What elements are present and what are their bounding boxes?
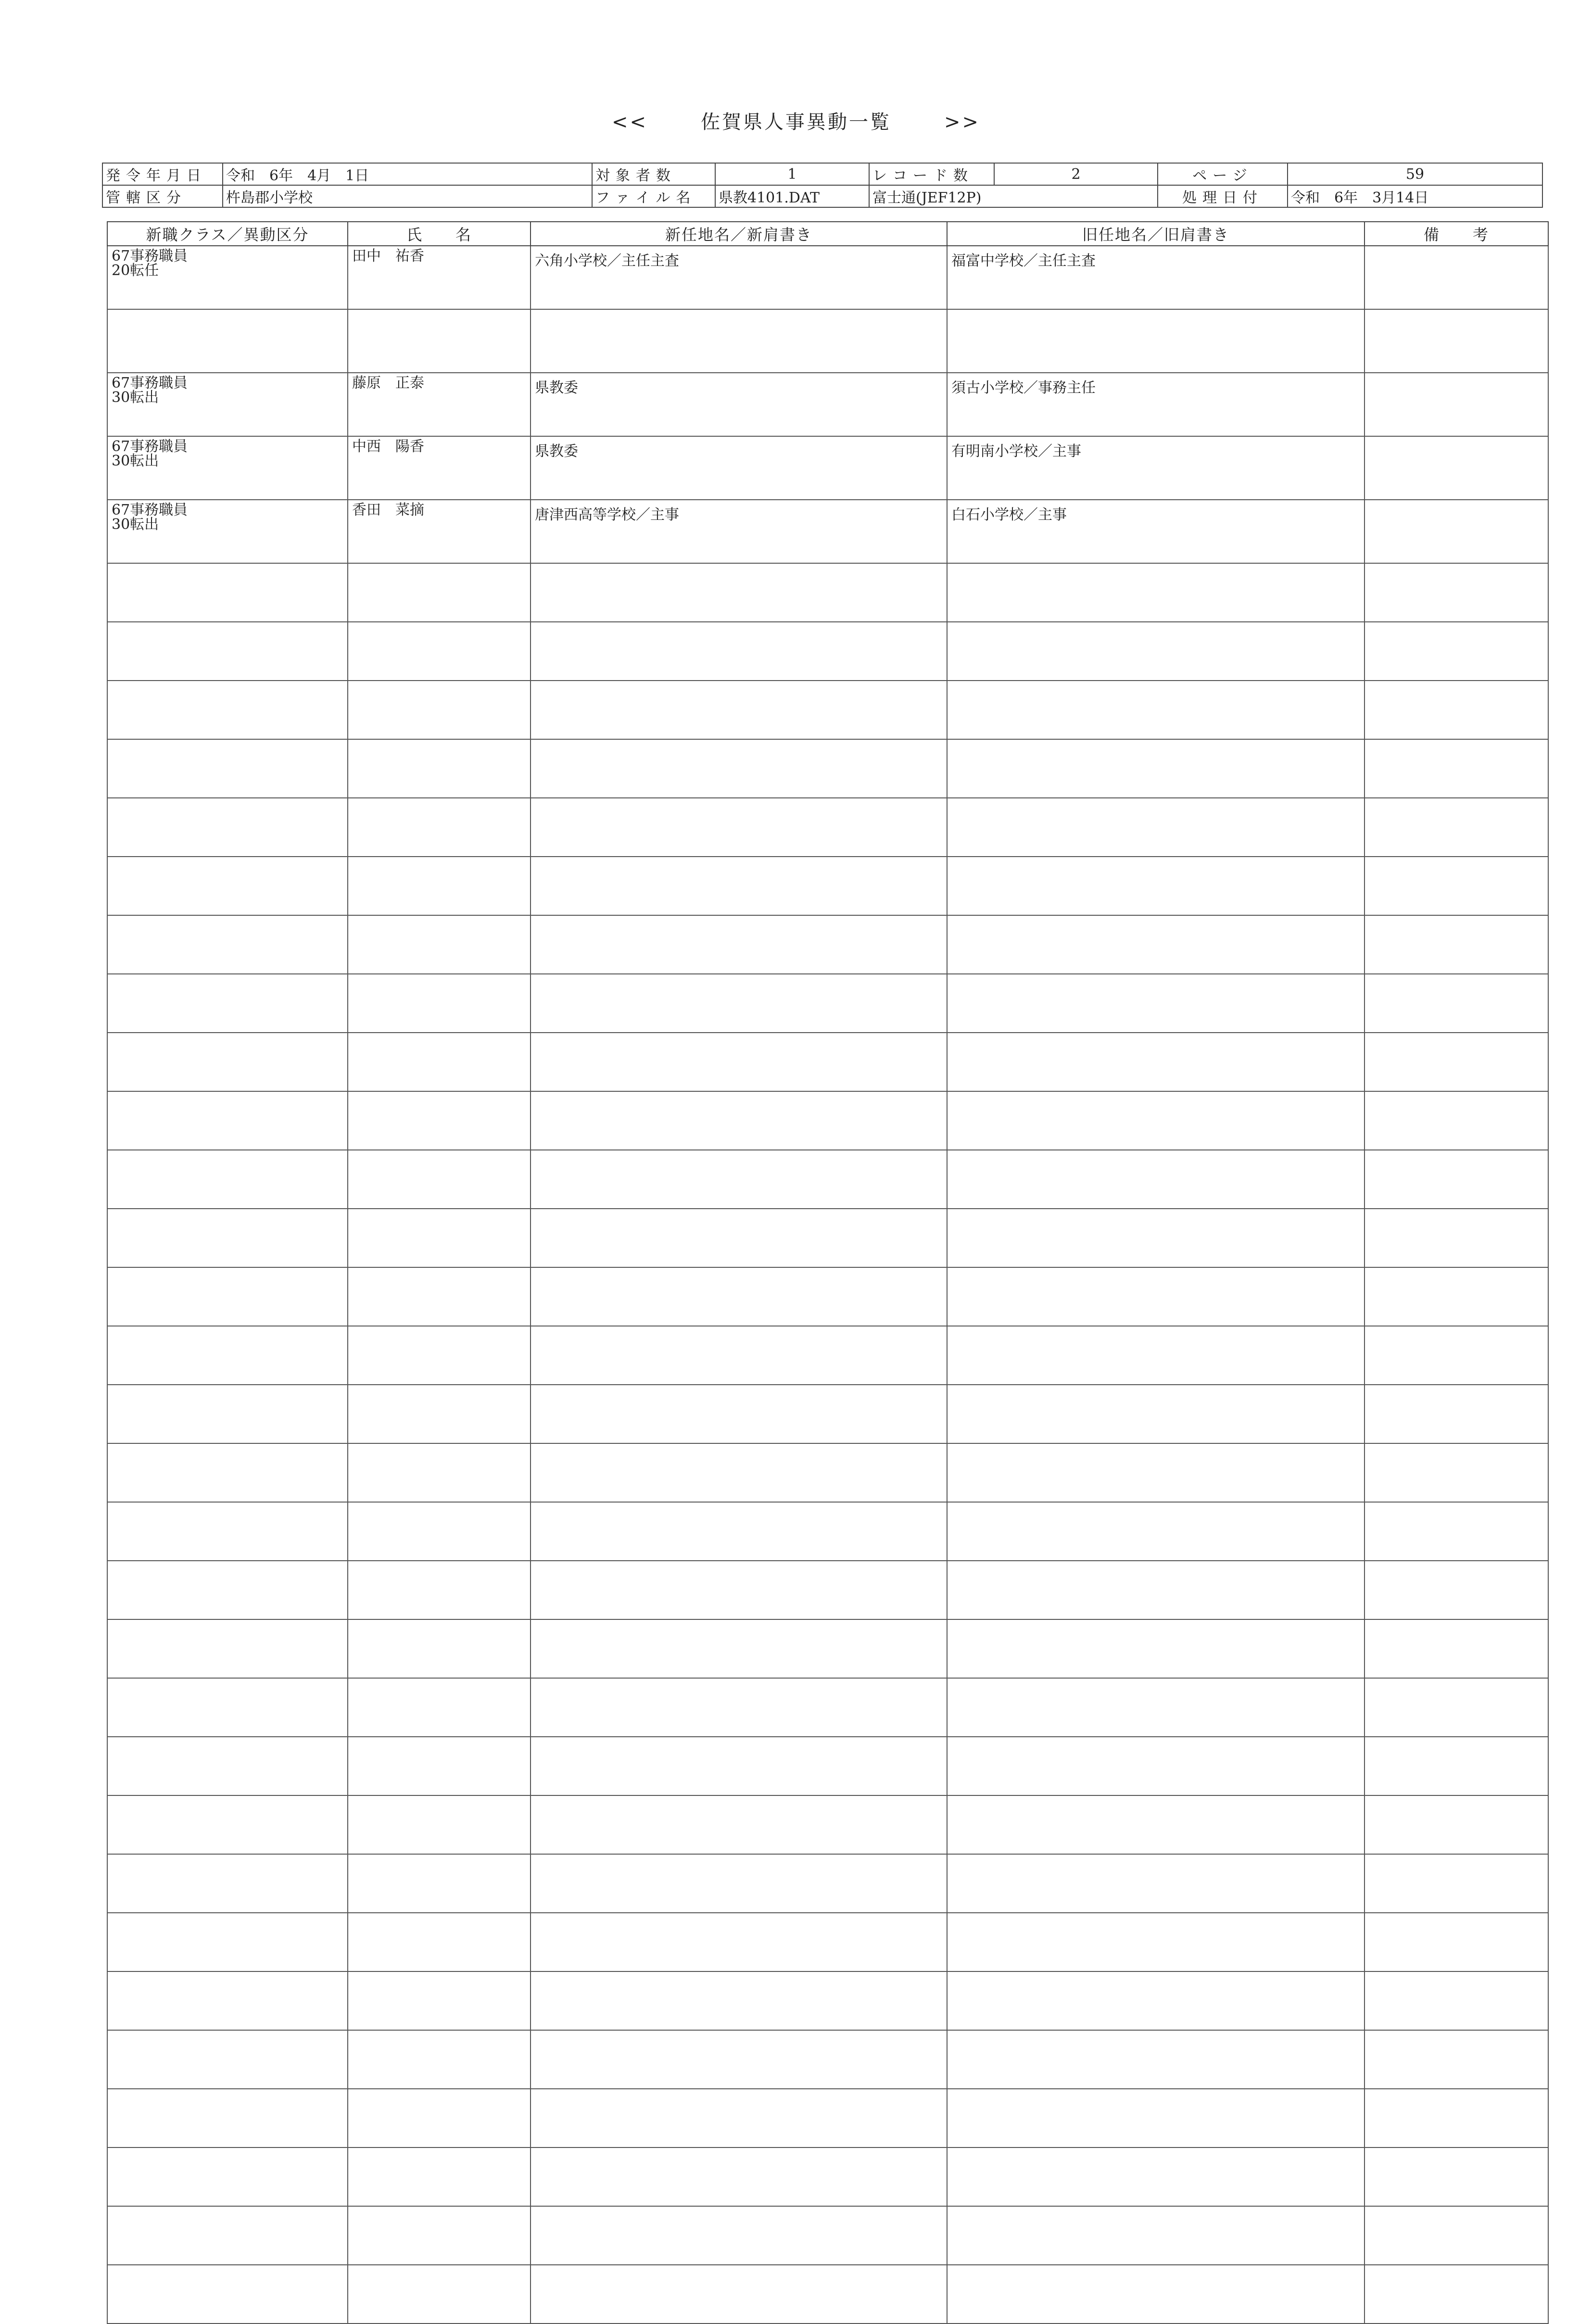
file-value: 県教4101.DAT	[715, 185, 869, 207]
blank-table-row	[107, 1326, 1548, 1385]
process-date-label: 処理日付	[1158, 185, 1288, 207]
blank-cell	[107, 2147, 348, 2206]
blank-cell	[107, 1854, 348, 1913]
new-post-cell: 六角小学校／主任主査	[531, 246, 947, 309]
blank-cell	[348, 1971, 531, 2030]
blank-cell	[348, 857, 531, 915]
blank-cell	[107, 2206, 348, 2265]
blank-cell	[947, 857, 1365, 915]
blank-cell	[1365, 1737, 1548, 1795]
blank-cell	[348, 1326, 531, 1385]
blank-cell	[107, 2030, 348, 2089]
blank-cell	[947, 2206, 1365, 2265]
blank-cell	[947, 1385, 1365, 1443]
old-post-cell: 有明南小学校／主事	[947, 436, 1365, 500]
blank-cell	[947, 1854, 1365, 1913]
blank-cell	[947, 1619, 1365, 1678]
blank-cell	[348, 1795, 531, 1854]
blank-cell	[107, 1150, 348, 1209]
blank-cell	[348, 739, 531, 798]
blank-cell	[531, 2147, 947, 2206]
blank-cell	[1365, 2206, 1548, 2265]
blank-cell	[947, 798, 1365, 857]
old-post-cell: 福富中学校／主任主査	[947, 246, 1365, 309]
blank-cell	[947, 739, 1365, 798]
blank-cell	[531, 2030, 947, 2089]
printer-value: 富士通(JEF12P)	[869, 185, 1158, 207]
new-post-cell	[531, 309, 947, 373]
blank-cell	[107, 1678, 348, 1737]
blank-cell	[348, 2206, 531, 2265]
blank-cell	[107, 1737, 348, 1795]
blank-cell	[348, 1209, 531, 1267]
blank-cell	[1365, 857, 1548, 915]
blank-cell	[348, 1385, 531, 1443]
blank-cell	[947, 563, 1365, 622]
note-cell	[1365, 436, 1548, 500]
blank-cell	[947, 1033, 1365, 1091]
record-count-label: レコード数	[869, 163, 994, 185]
blank-cell	[947, 2089, 1365, 2147]
blank-table-row	[107, 1502, 1548, 1561]
blank-cell	[531, 1795, 947, 1854]
note-cell	[1365, 373, 1548, 436]
blank-table-row	[107, 622, 1548, 681]
old-post-cell	[947, 309, 1365, 373]
blank-cell	[348, 1443, 531, 1502]
blank-table-row	[107, 974, 1548, 1033]
name-cell: 香田 菜摘	[348, 500, 531, 563]
file-label: ファイル名	[592, 185, 715, 207]
blank-cell	[1365, 2265, 1548, 2324]
class-cell: 67事務職員 30転出	[107, 500, 348, 563]
new-post-cell: 唐津西高等学校／主事	[531, 500, 947, 563]
blank-cell	[348, 1737, 531, 1795]
blank-cell	[947, 1737, 1365, 1795]
blank-cell	[348, 2089, 531, 2147]
blank-table-row	[107, 1678, 1548, 1737]
blank-cell	[531, 1033, 947, 1091]
blank-cell	[1365, 1033, 1548, 1091]
blank-cell	[947, 1561, 1365, 1619]
blank-cell	[531, 2265, 947, 2324]
blank-cell	[947, 1971, 1365, 2030]
title-right-bracket: >>	[944, 111, 981, 133]
blank-cell	[107, 1561, 348, 1619]
blank-table-row	[107, 1150, 1548, 1209]
transfer-table	[107, 221, 1549, 2324]
blank-cell	[947, 1267, 1365, 1326]
blank-cell	[348, 1150, 531, 1209]
blank-cell	[107, 1971, 348, 2030]
blank-cell	[1365, 1091, 1548, 1150]
process-date-value: 令和 6年 3月14日	[1288, 185, 1542, 207]
blank-cell	[531, 563, 947, 622]
blank-cell	[348, 563, 531, 622]
table-row	[107, 436, 1548, 500]
blank-cell	[348, 1267, 531, 1326]
blank-cell	[531, 1678, 947, 1737]
blank-cell	[1365, 563, 1548, 622]
blank-cell	[531, 1385, 947, 1443]
blank-cell	[107, 1033, 348, 1091]
note-cell	[1365, 309, 1548, 373]
blank-cell	[107, 1091, 348, 1150]
blank-cell	[531, 1913, 947, 1971]
blank-cell	[1365, 1913, 1548, 1971]
blank-table-row	[107, 1971, 1548, 2030]
blank-cell	[947, 622, 1365, 681]
blank-cell	[107, 622, 348, 681]
blank-cell	[947, 1209, 1365, 1267]
blank-cell	[107, 2265, 348, 2324]
blank-cell	[348, 798, 531, 857]
old-post-cell: 白石小学校／主事	[947, 500, 1365, 563]
blank-table-row	[107, 1561, 1548, 1619]
blank-cell	[1365, 1150, 1548, 1209]
blank-cell	[1365, 1619, 1548, 1678]
blank-cell	[348, 974, 531, 1033]
blank-cell	[348, 1678, 531, 1737]
blank-table-row	[107, 1619, 1548, 1678]
blank-cell	[107, 1267, 348, 1326]
blank-cell	[107, 915, 348, 974]
table-row	[107, 373, 1548, 436]
blank-cell	[1365, 622, 1548, 681]
blank-cell	[531, 857, 947, 915]
blank-cell	[1365, 1502, 1548, 1561]
blank-cell	[1365, 974, 1548, 1033]
blank-cell	[107, 1326, 348, 1385]
blank-cell	[947, 2265, 1365, 2324]
blank-table-row	[107, 1091, 1548, 1150]
jurisdiction-value: 杵島郡小学校	[223, 185, 592, 207]
name-cell: 中西 陽香	[348, 436, 531, 500]
blank-cell	[107, 1209, 348, 1267]
blank-cell	[1365, 798, 1548, 857]
blank-cell	[531, 1854, 947, 1913]
jurisdiction-label: 管轄区分	[102, 185, 223, 207]
blank-table-row	[107, 2265, 1548, 2324]
blank-table-row	[107, 857, 1548, 915]
blank-cell	[107, 1385, 348, 1443]
blank-cell	[348, 1913, 531, 1971]
blank-cell	[531, 1737, 947, 1795]
blank-cell	[107, 2089, 348, 2147]
blank-cell	[947, 1091, 1365, 1150]
name-cell: 田中 祐香	[348, 246, 531, 309]
class-cell	[107, 309, 348, 373]
blank-cell	[947, 1795, 1365, 1854]
blank-table-row	[107, 1267, 1548, 1326]
table-body	[107, 246, 1548, 2324]
blank-table-row	[107, 1385, 1548, 1443]
blank-table-row	[107, 2206, 1548, 2265]
blank-table-row	[107, 2089, 1548, 2147]
blank-cell	[531, 2089, 947, 2147]
blank-cell	[531, 798, 947, 857]
blank-cell	[1365, 2030, 1548, 2089]
blank-cell	[947, 1326, 1365, 1385]
blank-cell	[1365, 1561, 1548, 1619]
new-post-cell: 県教委	[531, 373, 947, 436]
blank-cell	[531, 974, 947, 1033]
blank-cell	[531, 1267, 947, 1326]
blank-cell	[107, 1443, 348, 1502]
new-post-cell: 県教委	[531, 436, 947, 500]
blank-cell	[1365, 1443, 1548, 1502]
blank-cell	[531, 1209, 947, 1267]
blank-cell	[947, 2030, 1365, 2089]
col-header-class: 新職クラス／異動区分	[107, 222, 348, 246]
blank-table-row	[107, 739, 1548, 798]
blank-table-row	[107, 798, 1548, 857]
blank-cell	[1365, 1678, 1548, 1737]
page-value: 59	[1288, 163, 1542, 185]
blank-cell	[1365, 2089, 1548, 2147]
blank-cell	[1365, 1971, 1548, 2030]
col-header-old-post: 旧任地名／旧肩書き	[947, 222, 1365, 246]
blank-cell	[947, 1443, 1365, 1502]
blank-cell	[348, 2147, 531, 2206]
blank-cell	[348, 915, 531, 974]
blank-cell	[531, 1326, 947, 1385]
blank-cell	[531, 1150, 947, 1209]
blank-table-row	[107, 2147, 1548, 2206]
issue-date-value: 令和 6年 4月 1日	[223, 163, 592, 185]
blank-cell	[1365, 1267, 1548, 1326]
note-cell	[1365, 246, 1548, 309]
issue-date-label: 発令年月日	[102, 163, 223, 185]
class-cell: 67事務職員 30転出	[107, 373, 348, 436]
blank-cell	[947, 1678, 1365, 1737]
blank-cell	[531, 1502, 947, 1561]
record-count-value: 2	[994, 163, 1158, 185]
blank-table-row	[107, 915, 1548, 974]
blank-cell	[348, 2030, 531, 2089]
blank-cell	[531, 681, 947, 739]
blank-cell	[107, 681, 348, 739]
header-row-2	[102, 185, 1542, 207]
blank-cell	[531, 1971, 947, 2030]
target-count-label: 対象者数	[592, 163, 715, 185]
page-label: ページ	[1158, 163, 1288, 185]
blank-cell	[1365, 1795, 1548, 1854]
blank-cell	[947, 1502, 1365, 1561]
blank-cell	[1365, 1854, 1548, 1913]
col-header-name: 氏 名	[348, 222, 531, 246]
blank-cell	[1365, 739, 1548, 798]
table-row	[107, 500, 1548, 563]
title-left-bracket: <<	[611, 111, 648, 133]
blank-cell	[107, 1913, 348, 1971]
name-cell	[348, 309, 531, 373]
blank-cell	[531, 1091, 947, 1150]
blank-cell	[1365, 1209, 1548, 1267]
blank-cell	[531, 1619, 947, 1678]
blank-cell	[348, 1502, 531, 1561]
blank-cell	[531, 739, 947, 798]
blank-cell	[348, 1091, 531, 1150]
blank-cell	[348, 1033, 531, 1091]
note-cell	[1365, 500, 1548, 563]
blank-cell	[531, 2206, 947, 2265]
blank-cell	[1365, 1385, 1548, 1443]
blank-cell	[348, 1561, 531, 1619]
header-table	[102, 163, 1543, 208]
blank-cell	[107, 857, 348, 915]
blank-cell	[348, 2265, 531, 2324]
blank-cell	[947, 1150, 1365, 1209]
blank-cell	[348, 1619, 531, 1678]
blank-cell	[947, 681, 1365, 739]
blank-table-row	[107, 2030, 1548, 2089]
blank-table-row	[107, 1443, 1548, 1502]
document-title	[0, 107, 1592, 134]
table-header-row	[107, 222, 1548, 246]
col-header-new-post: 新任地名／新肩書き	[531, 222, 947, 246]
blank-table-row	[107, 1854, 1548, 1913]
blank-cell	[531, 622, 947, 681]
col-header-note: 備 考	[1365, 222, 1548, 246]
blank-cell	[107, 798, 348, 857]
blank-cell	[107, 563, 348, 622]
blank-cell	[531, 915, 947, 974]
blank-table-row	[107, 1209, 1548, 1267]
class-cell: 67事務職員 30転出	[107, 436, 348, 500]
title-text: 佐賀県人事異動一覧	[701, 111, 891, 133]
name-cell: 藤原 正泰	[348, 373, 531, 436]
blank-cell	[947, 1913, 1365, 1971]
blank-cell	[531, 1561, 947, 1619]
blank-cell	[1365, 1326, 1548, 1385]
blank-cell	[107, 974, 348, 1033]
blank-cell	[1365, 2147, 1548, 2206]
blank-cell	[947, 915, 1365, 974]
blank-cell	[348, 622, 531, 681]
blank-table-row	[107, 563, 1548, 622]
header-row-1	[102, 163, 1542, 185]
blank-table-row	[107, 1737, 1548, 1795]
blank-cell	[107, 1619, 348, 1678]
target-count-value: 1	[715, 163, 869, 185]
blank-table-row	[107, 1033, 1548, 1091]
blank-cell	[947, 2147, 1365, 2206]
class-cell: 67事務職員 20転任	[107, 246, 348, 309]
table-row	[107, 309, 1548, 373]
blank-cell	[348, 681, 531, 739]
blank-cell	[1365, 681, 1548, 739]
blank-table-row	[107, 1913, 1548, 1971]
blank-table-row	[107, 681, 1548, 739]
blank-cell	[107, 1795, 348, 1854]
blank-cell	[1365, 915, 1548, 974]
blank-cell	[348, 1854, 531, 1913]
blank-cell	[947, 974, 1365, 1033]
blank-cell	[531, 1443, 947, 1502]
blank-cell	[107, 1502, 348, 1561]
blank-table-row	[107, 1795, 1548, 1854]
old-post-cell: 須古小学校／事務主任	[947, 373, 1365, 436]
blank-cell	[107, 739, 348, 798]
table-row	[107, 246, 1548, 309]
